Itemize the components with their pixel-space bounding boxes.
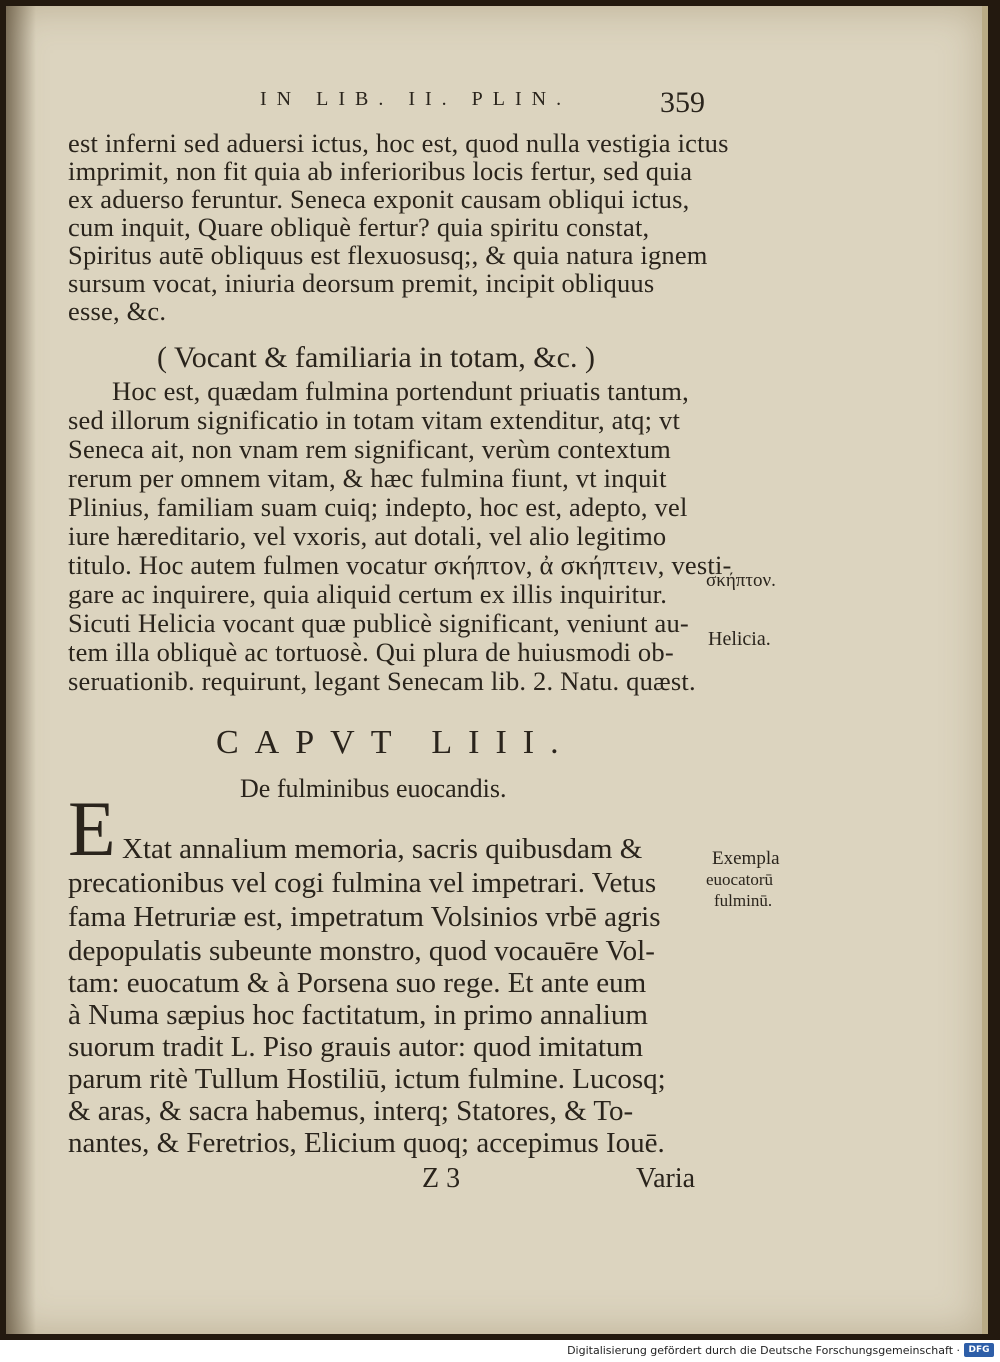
text-line: Seneca ait, non vnam rem significant, verùm contextum	[68, 434, 671, 464]
text-line: Spiritus autē obliquus est flexuosusq;, & quia natura ignem	[68, 240, 708, 270]
chapter-title: CAPVT LIII.	[216, 724, 575, 761]
text-line: esse, &c.	[68, 296, 167, 326]
text-line: gare ac inquirere, quia aliquid certum ex illis inquiritur.	[68, 579, 668, 609]
footer-credit: Digitalisierung gefördert durch die Deutsche Forschungsgemeinschaft ·	[567, 1344, 960, 1357]
digitization-footer	[0, 1340, 1000, 1362]
text-line: seruationib. requirunt, legant Senecam lib. 2. Natu. quæst.	[68, 666, 696, 696]
text-line: iure hæreditario, vel vxoris, aut dotali, vel alio legitimo	[68, 521, 667, 551]
text-line: nantes, & Feretrios, Elicium quoq; accepimus Iouē.	[68, 1127, 665, 1159]
signature-mark: Z 3	[422, 1163, 461, 1194]
text-line: Xtat annalium memoria, sacris quibusdam &	[122, 833, 643, 865]
text-line: & aras, & sacra habemus, interq; Statores, & To-	[68, 1095, 634, 1127]
margin-note-helicia: Helicia.	[708, 628, 771, 650]
text-line: sed illorum significatio in totam vitam extenditur, atq; vt	[68, 405, 681, 435]
chapter-subtitle: De fulminibus euocandis.	[240, 774, 507, 803]
dfg-logo: DFG	[964, 1343, 994, 1357]
text-line: sursum vocat, iniuria deorsum premit, incipit obliquus	[68, 268, 655, 298]
text-line: suorum tradit L. Piso grauis autor: quod imitatum	[68, 1031, 644, 1063]
text-line: ex aduerso feruntur. Seneca exponit causam obliqui ictus,	[68, 184, 690, 214]
margin-note-exempla-2: euocatorū	[706, 870, 774, 889]
text-line: depopulatis subeunte monstro, quod vocauēre Vol-	[68, 935, 655, 967]
margin-note-exempla-1: Exempla	[712, 848, 780, 869]
text-line: tam: euocatum & à Porsena suo rege. Et ante eum	[68, 967, 647, 999]
text-line: Plinius, familiam suam cuiq; indepto, hoc est, adepto, vel	[68, 492, 688, 522]
section-subheading: ( Vocant & familiaria in totam, &c. )	[157, 341, 595, 374]
text-line: parum ritè Tullum Hostiliū, ictum fulmine. Lucosq;	[68, 1063, 666, 1095]
margin-note-exempla-3: fulminū.	[714, 891, 773, 910]
margin-note-skepton: σκήπτον.	[706, 570, 776, 591]
text-line: precationibus vel cogi fulmina vel impetrari. Vetus	[68, 867, 657, 899]
text-line: est inferni sed aduersi ictus, hoc est, quod nulla vestigia ictus	[68, 128, 729, 158]
spine-shadow	[6, 6, 36, 1334]
text-line: imprimit, non fit quia ab inferioribus locis fertur, sed quia	[68, 156, 693, 186]
text-line: Hoc est, quædam fulmina portendunt priuatis tantum,	[112, 376, 689, 406]
text-line: rerum per omnem vitam, & hæc fulmina fiunt, vt inquit	[68, 463, 667, 493]
text-line: tem illa obliquè ac tortuosè. Qui plura de huiusmodi ob-	[68, 637, 674, 667]
text-line: fama Hetruriæ est, impetratum Volsinios vrbē agris	[68, 901, 661, 933]
text-line: titulo. Hoc autem fulmen vocatur σκήπτον, ἀ σκήπτειν, vesti-	[68, 550, 732, 580]
running-head: IN LIB. II. PLIN.	[260, 88, 572, 110]
text-line: Sicuti Helicia vocant quæ publicè significant, veniunt au-	[68, 608, 689, 638]
text-line: à Numa sæpius hoc factitatum, in primo annalium	[68, 999, 648, 1031]
drop-cap: E	[68, 785, 116, 872]
page-number: 359	[660, 86, 705, 119]
text-line: cum inquit, Quare obliquè fertur? quia spiritu constat,	[68, 212, 650, 242]
catchword: Varia	[636, 1163, 696, 1194]
